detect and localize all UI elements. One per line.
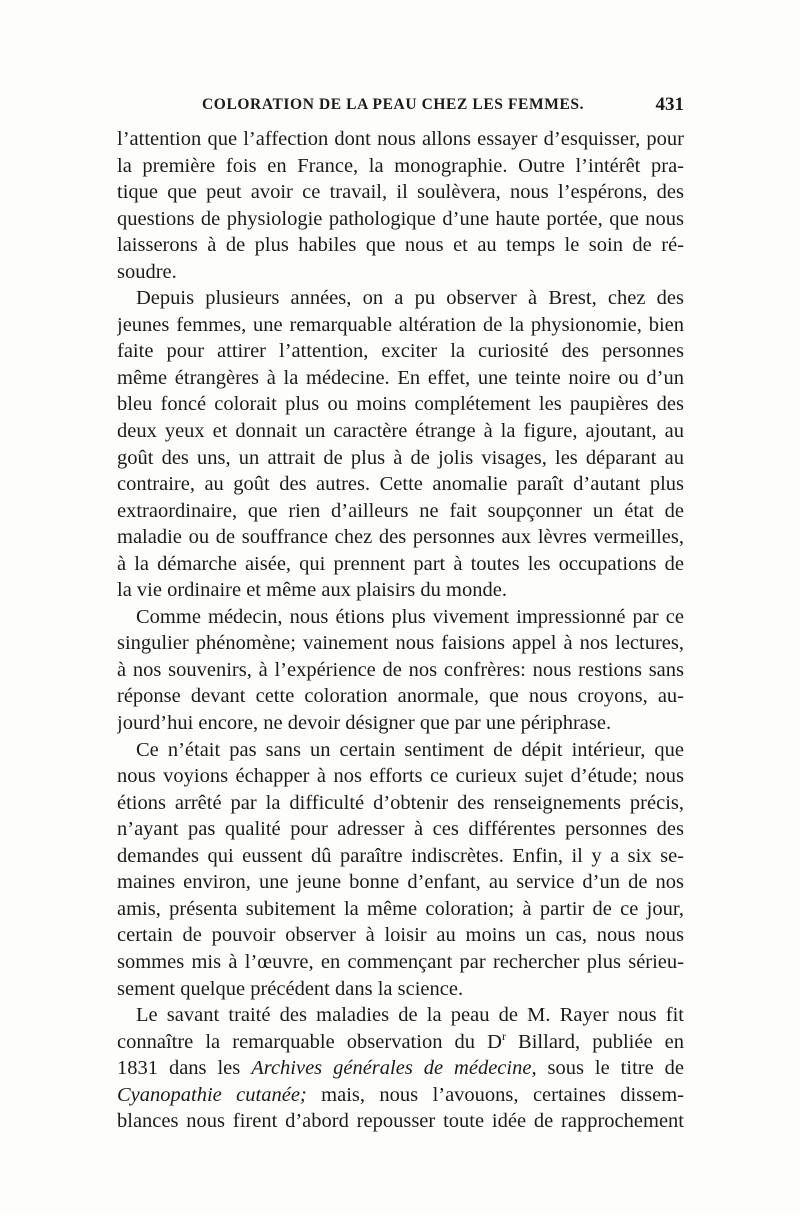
text-line: l’attention que l’affection dont nous allons essayer d’esquisser, pour [117,128,684,150]
text-line: maines environ, une jeune bonne d’enfant, au service d’un de nos [117,871,684,894]
text-line: Depuis plusieurs années, on a pu observer à Brest, chez des [136,287,684,310]
text-line: n’ayant pas qualité pour adresser à ces différentes personnes des [117,818,684,841]
text-line: goût des uns, un attrait de plus à de jolis visages, les déparant au [117,446,684,469]
text-line: réponse devant cette coloration anormale, que nous croyons, au- [117,685,684,708]
text-segment: connaître la remarquable observation du D [117,1030,502,1053]
text-segment: 1831 dans les [117,1057,252,1080]
text-line: deux yeux et donnait un caractère étrange à la figure, ajoutant, au [117,420,684,443]
text-segment: Billard, publiée en [505,1030,684,1053]
text-line: même étrangères à la médecine. En effet, une teinte noire ou d’un [117,366,684,389]
text-segment: mais, nous l’avouons, certaines dissem- [306,1083,684,1106]
text-line: jourd’hui encore, ne devoir désigner que par une périphrase. [117,712,612,735]
text-line: tique que peut avoir ce travail, il soulèvera, nous l’espérons, des [117,181,684,204]
text-line: Comme médecin, nous étions plus vivement impressionné par ce [136,605,684,628]
superscript: r [501,1028,506,1043]
text-line [117,1055,684,1082]
text-line: maladie ou de souffrance chez des personnes aux lèvres vermeilles, [117,526,684,549]
text-line [117,1029,684,1056]
text-line: nous voyions échapper à nos efforts ce curieux sujet d’étude; nous [117,765,684,788]
running-title: COLORATION DE LA PEAU CHEZ LES FEMMES. [202,96,585,113]
text-line: la première fois en France, la monographie. Outre l’intérêt pra- [117,154,684,177]
text-line: à nos souvenirs, à l’expérience de nos confrères: nous restions sans [117,658,684,681]
text-line: questions de physiologie pathologique d’une haute portée, que nous [117,207,684,230]
text-line: amis, présenta subitement la même coloration; à partir de ce jour, [117,897,684,920]
text-line: sement quelque précédent dans la science. [117,977,464,1000]
text-line: bleu foncé colorait plus ou moins complétement les paupières des [117,393,684,416]
running-head [117,96,684,120]
journal-title: Archives générales de médecine, [251,1057,537,1080]
text-line: jeunes femmes, une remarquable altération de la physionomie, bien [117,313,684,336]
body-text [117,126,684,1135]
text-line: laisserons à de plus habiles que nous et au temps le soin de ré- [117,234,684,257]
text-line: faite pour attirer l’attention, exciter la curiosité des personnes [117,340,684,363]
text-line: Ce n’était pas sans un certain sentiment de dépit intérieur, que [136,738,684,761]
text-line: à la démarche aisée, qui prennent part à toutes les occupations de [117,552,684,575]
text-line: blances nous firent d’abord repousser toute idée de rapprochement [117,1110,684,1133]
text-line: certain de pouvoir observer à loisir au moins un cas, nous nous [117,924,684,947]
text-line: extraordinaire, que rien d’ailleurs ne fait soupçonner un état de [117,499,684,522]
disease-name: Cyanopathie cutanée; [117,1083,307,1106]
text-line: soudre. [117,260,177,283]
text-line: demandes qui eussent dû paraître indiscrètes. Enfin, il y a six se- [117,844,684,867]
text-line: étions arrêté par la difficulté d’obtenir des renseignements précis, [117,791,684,814]
page-number: 431 [655,94,684,115]
text-line: sommes mis à l’œuvre, en commençant par rechercher plus sérieu- [117,950,684,973]
text-line: Le savant traité des maladies de la peau de M. Rayer nous fit [136,1004,684,1027]
text-line: contraire, au goût des autres. Cette anomalie paraît d’autant plus [117,473,684,496]
text-segment: sous le titre de [536,1057,684,1080]
text-line: la vie ordinaire et même aux plaisirs du monde. [117,579,507,602]
text-line: singulier phénomène; vainement nous faisions appel à nos lectures, [117,632,684,655]
text-line [117,1082,684,1109]
